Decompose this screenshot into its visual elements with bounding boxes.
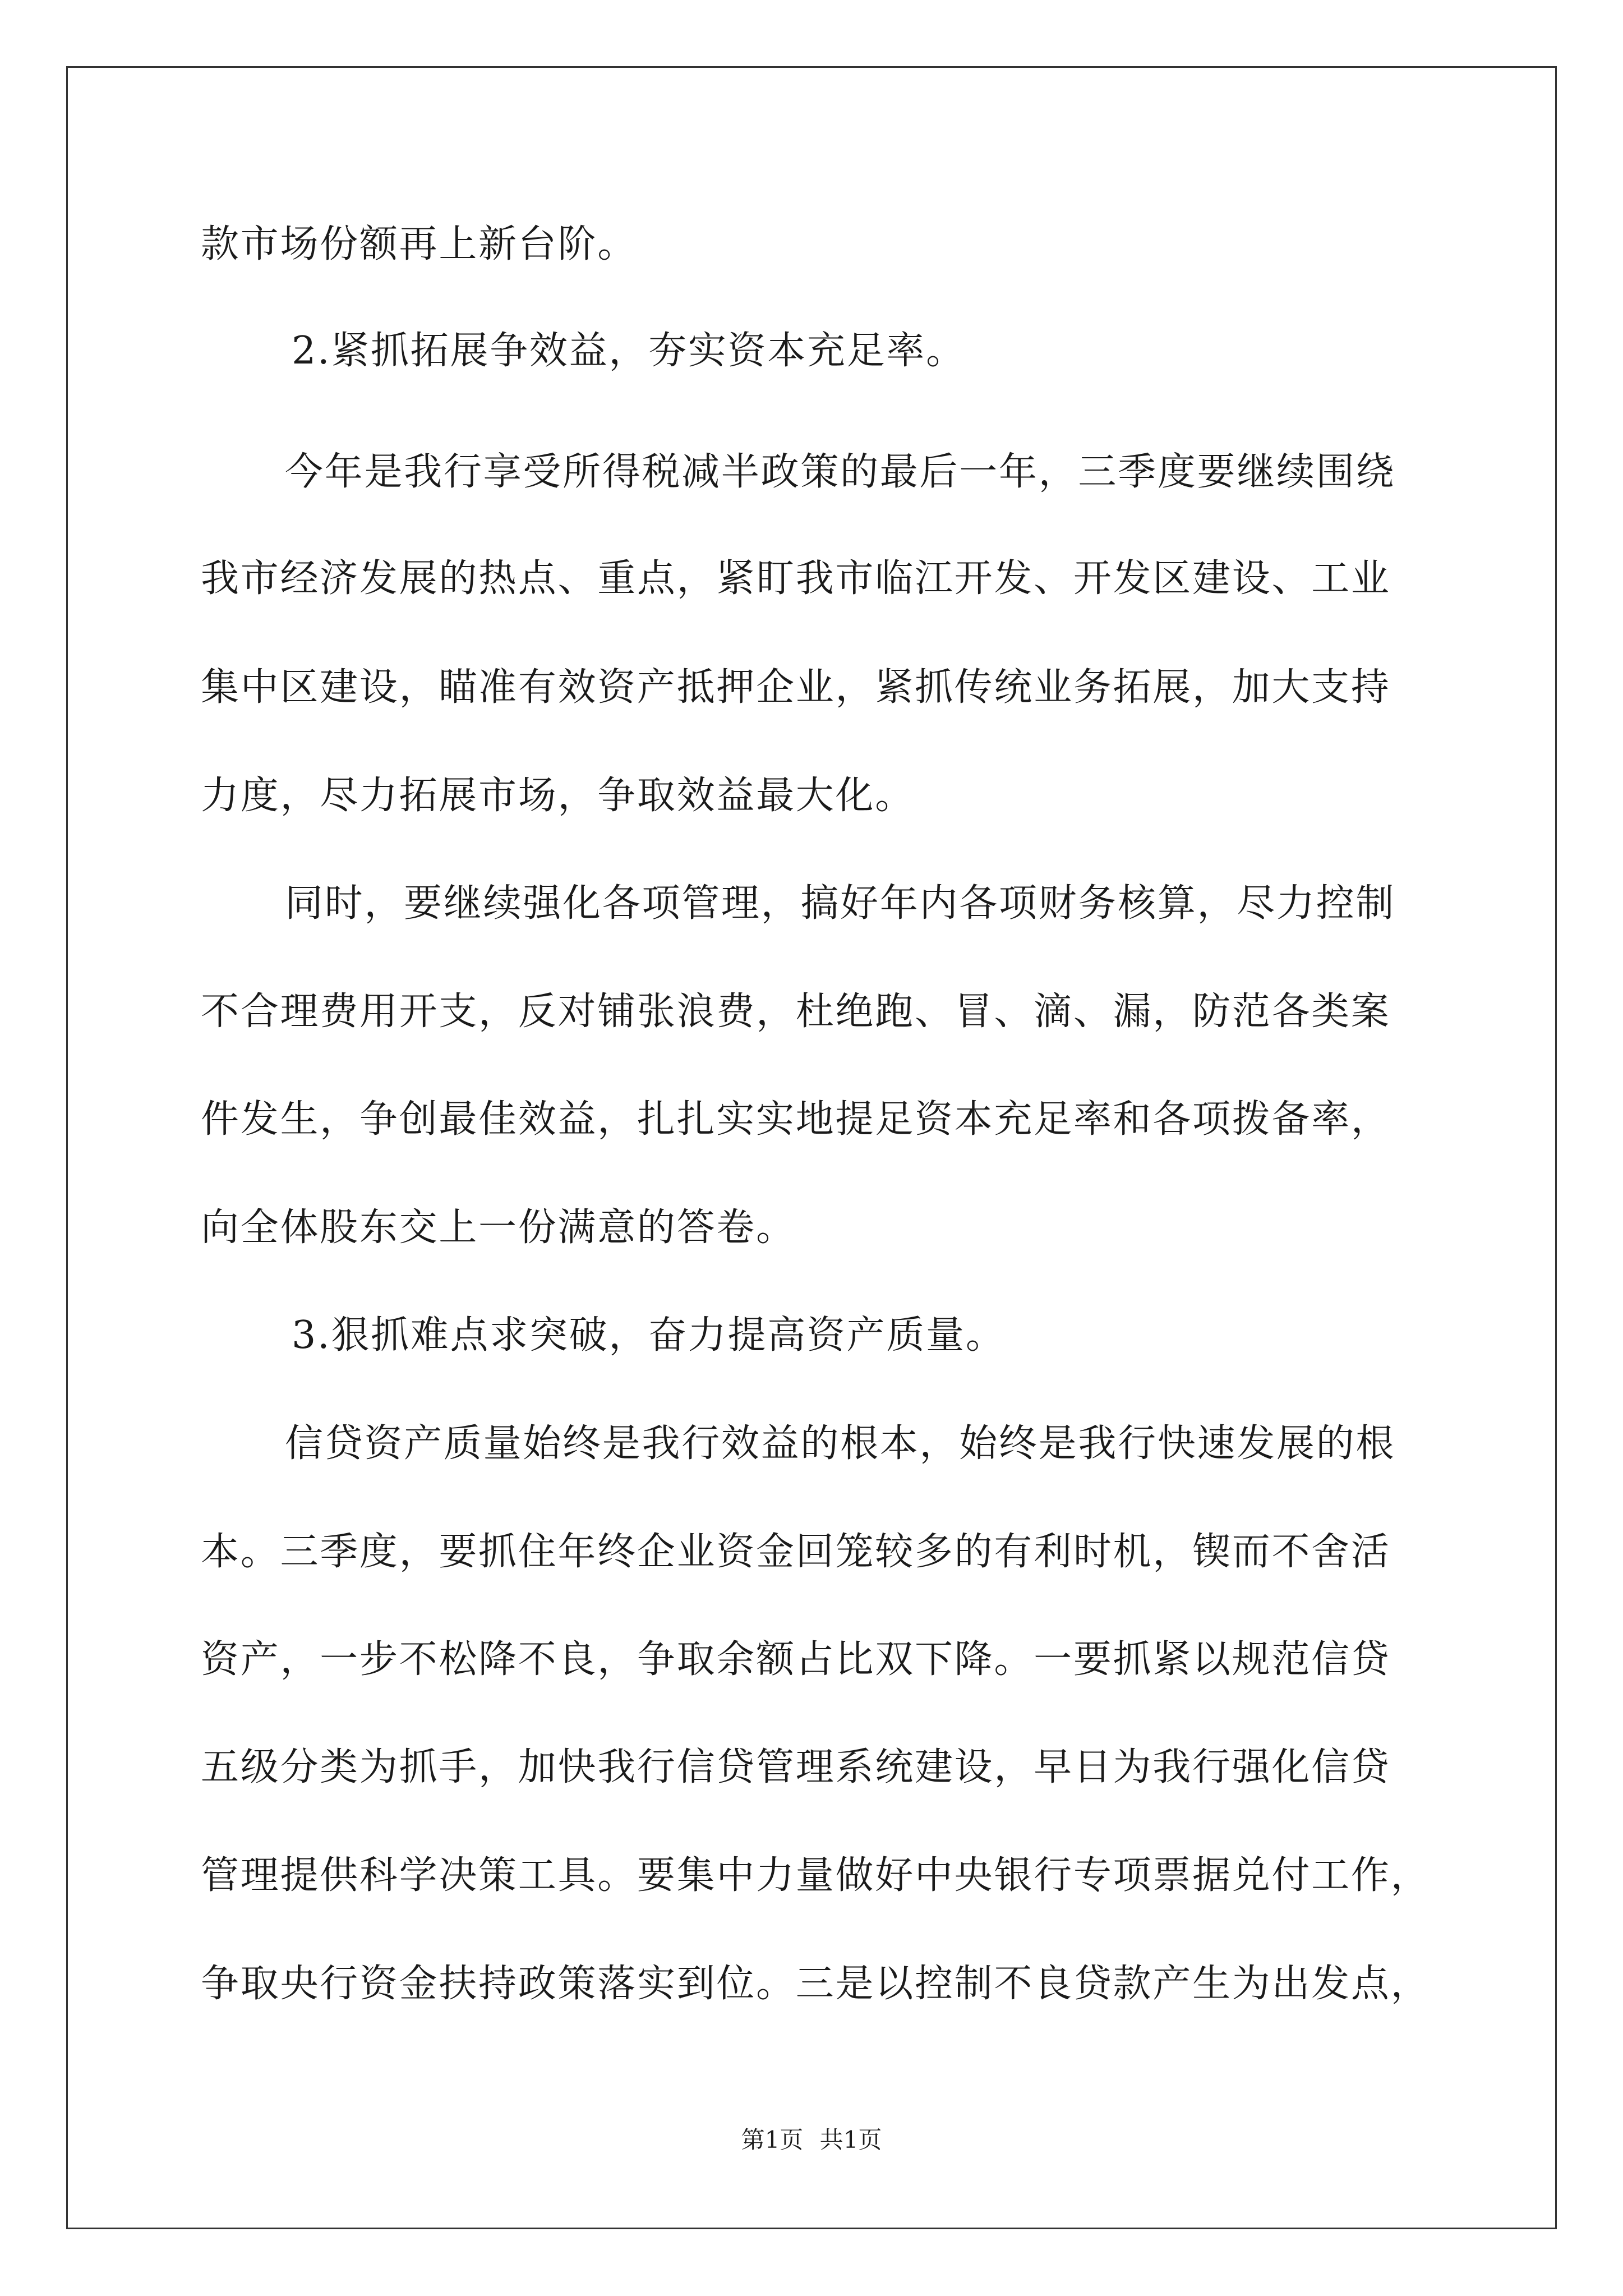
text-line: 五级分类为抓手，加快我行信贷管理系统建设，早日为我行强化信贷 — [201, 1745, 1391, 1789]
text-line: 不合理费用开支，反对铺张浪费，杜绝跑、冒、滴、漏，防范各类案 — [201, 990, 1391, 1034]
total-pages: 共1页 — [819, 2126, 882, 2154]
text-line: 本。三季度，要抓住年终企业资金回笼较多的有利时机，锲而不舍活 — [201, 1530, 1391, 1574]
page-footer — [0, 2122, 1623, 2155]
text-line: 集中区建设，瞄准有效资产抵押企业，紧抓传统业务拓展，加大支持 — [201, 665, 1391, 710]
text-line: 件发生，争创最佳效益，扎扎实实地提足资本充足率和各项拨备率， — [201, 1097, 1391, 1142]
section-heading: 3.狠抓难点求突破，奋力提高资产质量。 — [292, 1313, 1006, 1358]
text-line: 向全体股东交上一份满意的答卷。 — [201, 1205, 796, 1250]
section-heading: 2.紧抓拓展争效益，夯实资本充足率。 — [292, 329, 966, 373]
text-line: 管理提供科学决策工具。要集中力量做好中央银行专项票据兑付工作， — [201, 1853, 1431, 1898]
text-line: 款市场份额再上新台阶。 — [201, 222, 637, 266]
page-number: 第1页 — [741, 2126, 804, 2154]
page-border — [66, 66, 1557, 2229]
paragraph-first-line: 同时，要继续强化各项管理，搞好年内各项财务核算，尽力控制 — [285, 881, 1396, 926]
text-line: 力度，尽力拓展市场，争取效益最大化。 — [201, 774, 915, 818]
text-line: 争取央行资金扶持政策落实到位。三是以控制不良贷款产生为出发点， — [201, 1962, 1431, 2006]
text-line: 我市经济发展的热点、重点，紧盯我市临江开发、开发区建设、工业 — [201, 556, 1391, 601]
paragraph-first-line: 今年是我行享受所得税减半政策的最后一年，三季度要继续围绕 — [285, 450, 1396, 494]
paragraph-first-line: 信贷资产质量始终是我行效益的根本，始终是我行快速发展的根 — [285, 1421, 1396, 1466]
text-line: 资产，一步不松降不良，争取余额占比双下降。一要抓紧以规范信贷 — [201, 1637, 1391, 1682]
